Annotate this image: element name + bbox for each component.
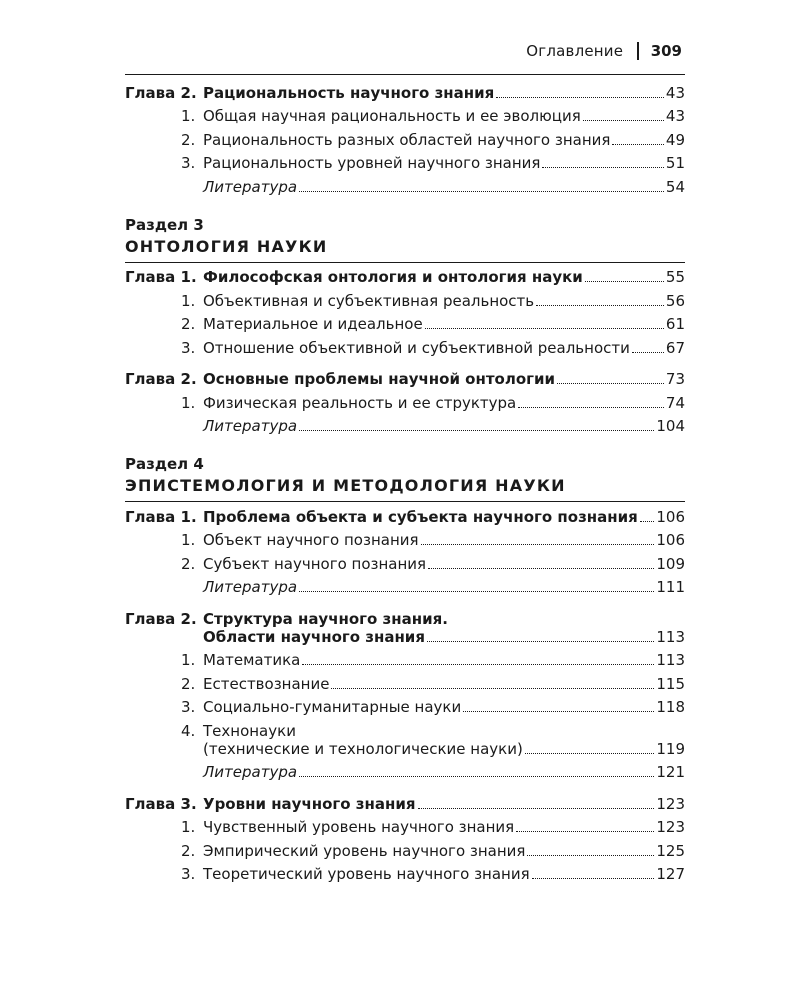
- toc-item-row: [125, 151, 685, 175]
- leader-dots: [496, 97, 664, 98]
- toc-item-row: [125, 528, 685, 552]
- chapter-title: Проблема объекта и субъекта научного познания: [203, 507, 638, 526]
- toc-item-row-continued: [125, 740, 685, 760]
- chapter-title-line1: Структура научного знания.: [203, 609, 448, 628]
- page-ref: 54: [665, 177, 685, 196]
- toc-chapter-row: [125, 504, 685, 528]
- leader-dots: [585, 281, 664, 282]
- toc-item-row: [125, 671, 685, 695]
- section-label: Раздел 3: [125, 215, 204, 234]
- literature-title: Литература: [203, 417, 298, 435]
- page-ref: 119: [656, 739, 685, 758]
- item-title: Естествознание: [203, 674, 330, 693]
- chapter-label: Глава 2.: [125, 83, 197, 102]
- item-number: 3.: [181, 154, 196, 172]
- leader-dots: [536, 305, 664, 306]
- page-ref: 55: [665, 268, 685, 286]
- leader-dots: [302, 664, 654, 665]
- item-title: Отношение объективной и субъективной реальности: [203, 338, 630, 357]
- literature-title: Литература: [203, 763, 298, 781]
- page-ref: 51: [665, 154, 685, 172]
- page-ref: 125: [656, 841, 685, 860]
- literature-title: Литература: [203, 177, 298, 196]
- toc-chapter-row: [125, 367, 685, 391]
- page-ref: 56: [665, 291, 685, 310]
- item-number: 1.: [181, 291, 196, 310]
- page-ref: 123: [656, 794, 685, 813]
- leader-dots: [463, 711, 654, 712]
- page-ref: 115: [656, 674, 685, 693]
- leader-dots: [299, 591, 654, 592]
- toc-item-row: [125, 838, 685, 862]
- chapter-title-line2: Области научного знания: [203, 627, 425, 646]
- section-title: ОНТОЛОГИЯ НАУКИ: [125, 236, 328, 256]
- toc-item-row: [125, 551, 685, 575]
- leader-dots: [640, 521, 655, 522]
- item-title: Чувственный уровень научного знания: [203, 818, 515, 836]
- chapter-label: Глава 3.: [125, 794, 197, 813]
- page-ref: 113: [656, 651, 685, 669]
- section-4: [125, 453, 685, 885]
- toc-item-row: [125, 718, 685, 740]
- table-of-contents: [125, 80, 685, 885]
- section-3: [125, 214, 685, 438]
- chapter-label: Глава 1.: [125, 507, 197, 526]
- item-number: 3.: [181, 865, 196, 883]
- toc-chapter-row: [125, 606, 685, 628]
- page-ref: 111: [656, 578, 685, 596]
- item-title: Социально-гуманитарные науки: [203, 698, 462, 716]
- chapter-label: Глава 2.: [125, 370, 197, 388]
- item-number: 2.: [181, 315, 196, 333]
- item-title-line1: Технонауки: [203, 721, 296, 740]
- item-title: Субъект научного познания: [203, 554, 427, 573]
- toc-literature-row: [125, 414, 685, 438]
- leader-dots: [525, 753, 655, 754]
- item-number: 1.: [181, 107, 196, 125]
- leader-dots: [516, 831, 654, 832]
- item-title: Математика: [203, 651, 301, 669]
- item-title: Рациональность разных областей научного знания: [203, 130, 611, 149]
- page-ref: 67: [665, 338, 685, 357]
- toc-item-row: [125, 335, 685, 359]
- item-title-line2: (технические и технологические науки): [203, 739, 523, 758]
- page-ref: 106: [656, 531, 685, 549]
- leader-dots: [612, 144, 664, 145]
- item-number: 1.: [181, 393, 196, 412]
- leader-dots: [583, 120, 664, 121]
- item-title: Теоретический уровень научного знания: [203, 865, 530, 883]
- page-ref: 106: [656, 507, 685, 526]
- section-label: Раздел 4: [125, 455, 204, 473]
- leader-dots: [425, 328, 664, 329]
- leader-dots: [418, 808, 655, 809]
- leader-dots: [299, 191, 664, 192]
- leader-dots: [428, 568, 654, 569]
- item-number: 1.: [181, 531, 196, 549]
- item-title: Физическая реальность и ее структура: [203, 393, 517, 412]
- item-number: 1.: [181, 818, 196, 836]
- page-ref: 113: [656, 627, 685, 646]
- item-title: Общая научная рациональность и ее эволюция: [203, 107, 581, 125]
- running-head-separator: [637, 42, 639, 60]
- item-title: Рациональность уровней научного знания: [203, 154, 541, 172]
- page-ref: 61: [665, 315, 685, 333]
- item-number: 3.: [181, 338, 196, 357]
- toc-literature-row: [125, 575, 685, 599]
- item-title: Объективная и субъективная реальность: [203, 291, 535, 310]
- leader-dots: [542, 167, 663, 168]
- page-ref: 49: [665, 130, 685, 149]
- literature-title: Литература: [203, 578, 298, 596]
- leader-dots: [518, 407, 664, 408]
- toc-item-row: [125, 862, 685, 886]
- leader-dots: [527, 855, 654, 856]
- leader-dots: [421, 544, 655, 545]
- toc-literature-row: [125, 760, 685, 784]
- item-title: Эмпирический уровень научного знания: [203, 841, 526, 860]
- page-ref: 118: [656, 698, 685, 716]
- section-rule: [125, 501, 685, 502]
- leader-dots: [557, 383, 664, 384]
- toc-item-row: [125, 390, 685, 414]
- page-ref: 121: [656, 763, 685, 781]
- chapter-title: Рациональность научного знания: [203, 83, 495, 102]
- toc-chapter-row: [125, 791, 685, 815]
- item-number: 4.: [181, 721, 196, 740]
- page-ref: 104: [656, 417, 685, 435]
- toc-literature-row: [125, 174, 685, 198]
- toc-item-row: [125, 104, 685, 128]
- item-number: 2.: [181, 130, 196, 149]
- page-ref: 43: [665, 107, 685, 125]
- chapter-label: Глава 1.: [125, 268, 197, 286]
- section-title: ЭПИСТЕМОЛОГИЯ И МЕТОДОЛОГИЯ НАУКИ: [125, 476, 566, 495]
- running-head-title: Оглавление: [526, 42, 624, 60]
- item-number: 1.: [181, 651, 196, 669]
- chapter-title: Философская онтология и онтология науки: [203, 268, 583, 286]
- section-rule: [125, 262, 685, 263]
- page-ref: 109: [656, 554, 685, 573]
- page-ref: 43: [665, 83, 685, 102]
- page-ref: 73: [665, 370, 685, 388]
- chapter-title: Основные проблемы научной онтологии: [203, 370, 555, 388]
- leader-dots: [532, 878, 655, 879]
- toc-item-row: [125, 288, 685, 312]
- toc-item-row: [125, 695, 685, 719]
- toc-chapter-row-continued: [125, 628, 685, 648]
- page-number: 309: [650, 42, 682, 60]
- item-title: Материальное и идеальное: [203, 315, 423, 333]
- leader-dots: [632, 352, 664, 353]
- toc-chapter-row: [125, 80, 685, 104]
- page-ref: 127: [656, 865, 685, 883]
- toc-item-row: [125, 815, 685, 839]
- leader-dots: [331, 688, 654, 689]
- leader-dots: [299, 776, 654, 777]
- item-number: 2.: [181, 674, 196, 693]
- item-number: 2.: [181, 841, 196, 860]
- item-title: Объект научного познания: [203, 531, 419, 549]
- header-rule: [125, 74, 685, 75]
- page-ref: 74: [665, 393, 685, 412]
- page-ref: 123: [656, 818, 685, 836]
- chapter-label: Глава 2.: [125, 609, 197, 628]
- toc-chapter-row: [125, 265, 685, 289]
- item-number: 3.: [181, 698, 196, 716]
- chapter-title: Уровни научного знания: [203, 794, 416, 813]
- toc-item-row: [125, 127, 685, 151]
- item-number: 2.: [181, 554, 196, 573]
- leader-dots: [299, 430, 654, 431]
- toc-item-row: [125, 648, 685, 672]
- toc-item-row: [125, 312, 685, 336]
- leader-dots: [427, 641, 654, 642]
- running-head: [526, 42, 682, 60]
